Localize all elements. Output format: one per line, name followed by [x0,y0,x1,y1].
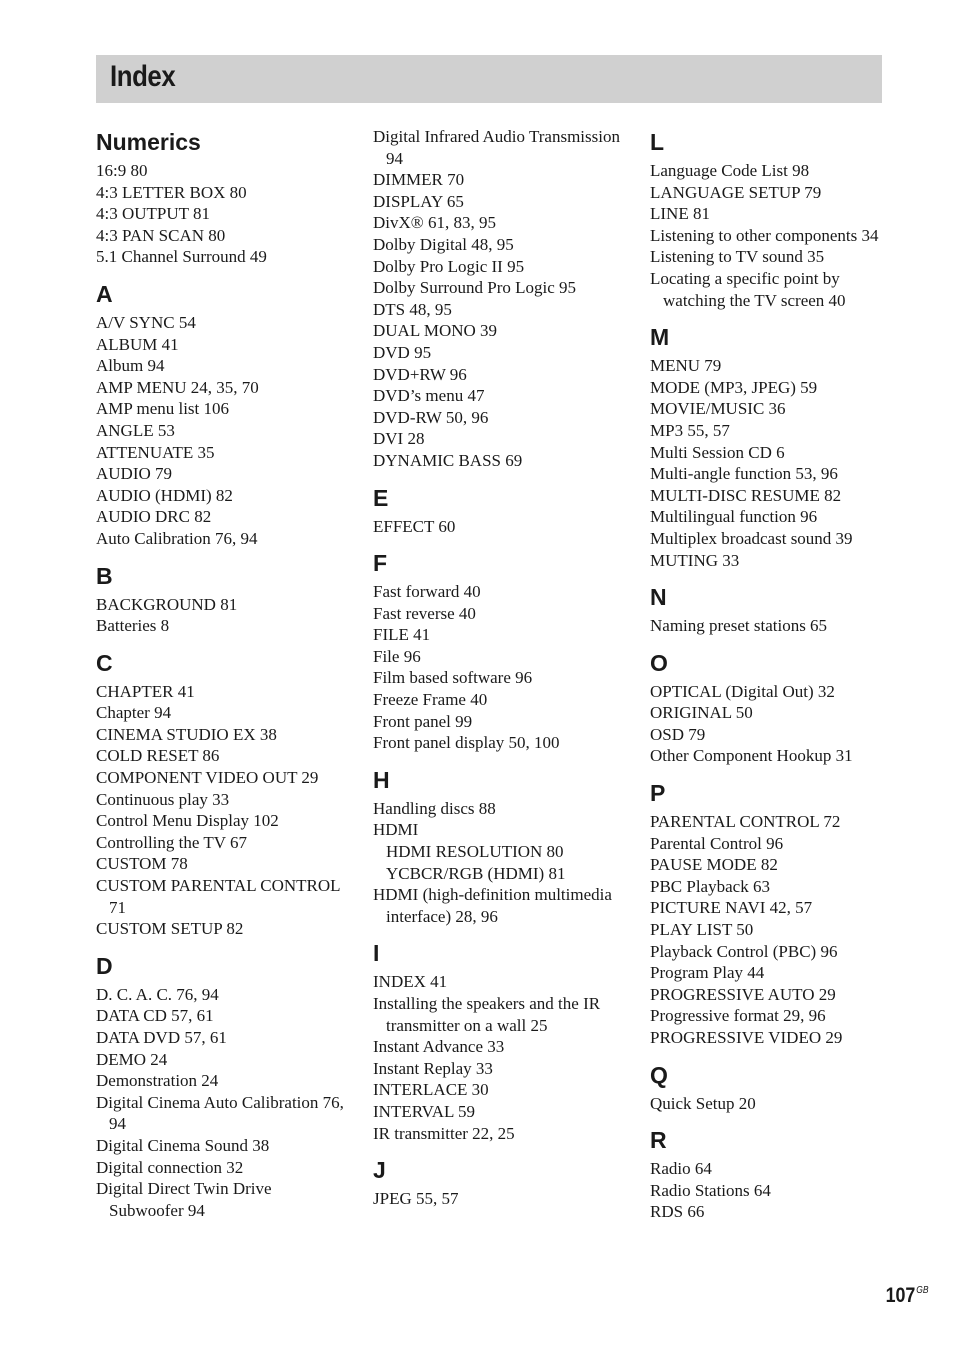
index-entry: DIMMER 70 [373,170,465,190]
index-entry: MENU 79 [650,356,722,376]
index-section [373,484,623,538]
index-section [650,779,890,1049]
index-entry: INTERVAL 59 [373,1101,476,1121]
index-entry: CUSTOM PARENTAL CONTROL 71 [96,876,340,917]
section-heading: M [650,324,670,351]
index-entry: 4:3 LETTER BOX 80 [96,182,247,202]
index-entry: MULTI-DISC RESUME 82 [650,485,842,505]
index-entry: Quick Setup 20 [650,1093,756,1113]
index-entry: Dolby Digital 48, 95 [373,234,514,254]
index-entry: Listening to TV sound 35 [650,247,825,267]
index-entry: Auto Calibration 76, 94 [96,528,258,548]
index-section [650,649,890,767]
index-entry: Batteries 8 [96,616,170,636]
index-entry: 4:3 PAN SCAN 80 [96,225,226,245]
index-entry: DVD+RW 96 [373,364,467,384]
index-entry: DATA DVD 57, 61 [96,1028,227,1047]
index-entry: Parental Control 96 [650,833,784,853]
index-entry: Radio Stations 64 [650,1180,771,1200]
index-entry: AUDIO (HDMI) 82 [96,485,233,505]
page-number-value: 107 [885,1284,915,1307]
index-entry: Playback Control (PBC) 96 [650,941,838,961]
index-section [373,939,623,1144]
section-heading: J [373,1157,386,1184]
index-entry: DVD-RW 50, 96 [373,407,489,427]
index-entry: Front panel 99 [373,711,473,731]
index-section [96,562,346,637]
index-entry: Program Play 44 [650,963,765,983]
section-heading: F [373,550,388,577]
index-column-2 [373,124,623,1210]
index-entry: AMP MENU 24, 35, 70 [96,377,259,397]
index-entry: MP3 55, 57 [650,420,730,440]
index-entry: DYNAMIC BASS 69 [373,450,523,470]
page-number-suffix: GB [915,1285,928,1296]
index-entry: OPTICAL (Digital Out) 32 [650,681,835,701]
index-entry: DivX® 61, 83, 95 [373,213,496,233]
index-entry: DISPLAY 65 [373,191,464,211]
index-column-3 [650,124,890,1223]
section-heading: Q [650,1061,668,1088]
index-entry: DVD 95 [373,342,432,362]
index-section [650,323,890,571]
index-entry: HDMI [373,820,419,840]
index-entry: Other Component Hookup 31 [650,746,853,766]
index-section [96,128,346,268]
index-entry: DEMO 24 [96,1049,168,1069]
section-heading: N [650,584,667,611]
index-entry: PICTURE NAVI 42, 57 [650,898,813,918]
section-heading: O [650,649,668,676]
index-entry: A/V SYNC 54 [96,312,196,332]
index-entry: PAUSE MODE 82 [650,855,778,875]
index-entry: DVI 28 [373,429,425,449]
index-entry: HDMI (high-definition multimedia interface) 28, 96 [373,885,612,926]
index-entry: Multi-angle function 53, 96 [650,464,838,484]
index-entry: CUSTOM 78 [96,854,188,874]
index-entry: RDS 66 [650,1202,705,1222]
index-entry: JPEG 55, 57 [373,1189,459,1209]
page-title: Index [110,60,176,93]
index-entry: Dolby Pro Logic II 95 [373,256,525,276]
index-section [96,649,346,940]
page-number [885,1284,928,1308]
index-entry: ORIGINAL 50 [650,703,753,723]
index-entry: DVD’s menu 47 [373,386,485,406]
index-entry: BACKGROUND 81 [96,594,238,614]
index-section [96,952,346,1222]
index-entry: ALBUM 41 [96,334,179,354]
section-heading: L [650,129,665,155]
section-heading: A [96,280,113,307]
index-section [373,126,623,472]
index-entry: MODE (MP3, JPEG) 59 [650,377,818,397]
index-entry: Digital Infrared Audio Transmission 94 [373,127,620,168]
index-entry: Album 94 [96,356,165,376]
index-entry: IR transmitter 22, 25 [373,1123,515,1143]
index-section [373,549,623,754]
index-entry: Freeze Frame 40 [373,690,488,710]
index-entry: AUDIO 79 [96,464,173,484]
index-entry: Language Code List 98 [650,161,810,180]
index-entry: Fast reverse 40 [373,603,476,623]
index-entry: Instant Replay 33 [373,1058,493,1078]
index-entry: Control Menu Display 102 [96,811,279,831]
section-heading: B [96,562,113,589]
index-entry: CINEMA STUDIO EX 38 [96,724,277,744]
index-entry: 5.1 Channel Surround 49 [96,247,267,267]
index-entry: Installing the speakers and the IR transmitter on a wall 25 [373,994,601,1035]
index-section [96,280,346,550]
index-entry: CHAPTER 41 [96,681,195,701]
section-heading: D [96,952,113,979]
index-section [650,583,890,637]
index-entry: Naming preset stations 65 [650,616,828,636]
index-entry: Film based software 96 [373,668,533,688]
index-entry: COMPONENT VIDEO OUT 29 [96,768,319,788]
index-entry: CUSTOM SETUP 82 [96,919,244,939]
index-entry: OSD 79 [650,724,706,744]
index-entry: MOVIE/MUSIC 36 [650,399,786,419]
index-entry: Digital Cinema Sound 38 [96,1135,270,1155]
index-entry: 16:9 80 [96,161,148,180]
index-entry: PLAY LIST 50 [650,920,754,940]
section-heading: H [373,766,390,793]
index-section [650,128,890,311]
index-entry: Demonstration 24 [96,1071,219,1091]
index-subentry: HDMI RESOLUTION 80 [386,842,564,862]
index-entry: PROGRESSIVE VIDEO 29 [650,1028,843,1047]
index-entry: PBC Playback 63 [650,876,770,896]
index-entry: Progressive format 29, 96 [650,1006,826,1026]
index-entry: EFFECT 60 [373,516,456,536]
index-subentry: YCBCR/RGB (HDMI) 81 [386,863,566,883]
index-entry: COLD RESET 86 [96,746,220,766]
index-entry: D. C. A. C. 76, 94 [96,984,219,1004]
index-entry: Digital connection 32 [96,1157,244,1177]
index-entry: Continuous play 33 [96,789,230,809]
index-entry: MUTING 33 [650,550,740,570]
index-entry: Chapter 94 [96,703,172,723]
index-section [650,1061,890,1115]
index-entry: Dolby Surround Pro Logic 95 [373,278,577,298]
section-heading: P [650,780,666,807]
index-entry: Front panel display 50, 100 [373,733,560,753]
index-entry: PARENTAL CONTROL 72 [650,812,841,832]
section-heading: E [373,484,389,511]
index-entry: Handling discs 88 [373,798,496,818]
section-heading: I [373,940,380,967]
index-entry: 4:3 OUTPUT 81 [96,204,210,224]
index-entry: AUDIO DRC 82 [96,507,212,527]
index-entry: LINE 81 [650,204,710,224]
index-entry: Multilingual function 96 [650,507,818,527]
index-entry: Digital Cinema Auto Calibration 76, 94 [96,1092,344,1134]
index-entry: Controlling the TV 67 [96,832,247,852]
index-entry: ATTENUATE 35 [96,442,215,462]
index-entry: FILE 41 [373,625,431,645]
index-entry: Locating a specific point by watching the TV screen 40 [650,268,846,310]
section-heading: R [650,1127,667,1154]
index-entry: Instant Advance 33 [373,1037,505,1057]
index-title-bar [96,55,882,103]
section-heading: Numerics [96,129,201,155]
index-entry: Digital Direct Twin Drive Subwoofer 94 [96,1179,272,1220]
index-entry: DATA CD 57, 61 [96,1006,214,1026]
index-entry: DUAL MONO 39 [373,321,498,341]
index-entry: DTS 48, 95 [373,299,452,319]
index-entry: LANGUAGE SETUP 79 [650,182,822,202]
index-entry: INDEX 41 [373,972,448,992]
index-section [373,766,623,928]
index-entry: File 96 [373,646,421,666]
index-entry: PROGRESSIVE AUTO 29 [650,984,836,1004]
index-entry: AMP menu list 106 [96,399,230,419]
index-entry: Listening to other components 34 [650,225,879,245]
index-entry: Multiplex broadcast sound 39 [650,528,853,548]
index-entry: Multi Session CD 6 [650,442,785,462]
section-heading: C [96,649,113,676]
index-entry: Fast forward 40 [373,582,481,602]
index-section [373,1156,623,1210]
index-section [650,1126,890,1223]
index-entry: INTERLACE 30 [373,1080,489,1100]
index-column-1 [96,124,346,1221]
index-entry: ANGLE 53 [96,420,175,440]
index-entry: Radio 64 [650,1159,712,1179]
